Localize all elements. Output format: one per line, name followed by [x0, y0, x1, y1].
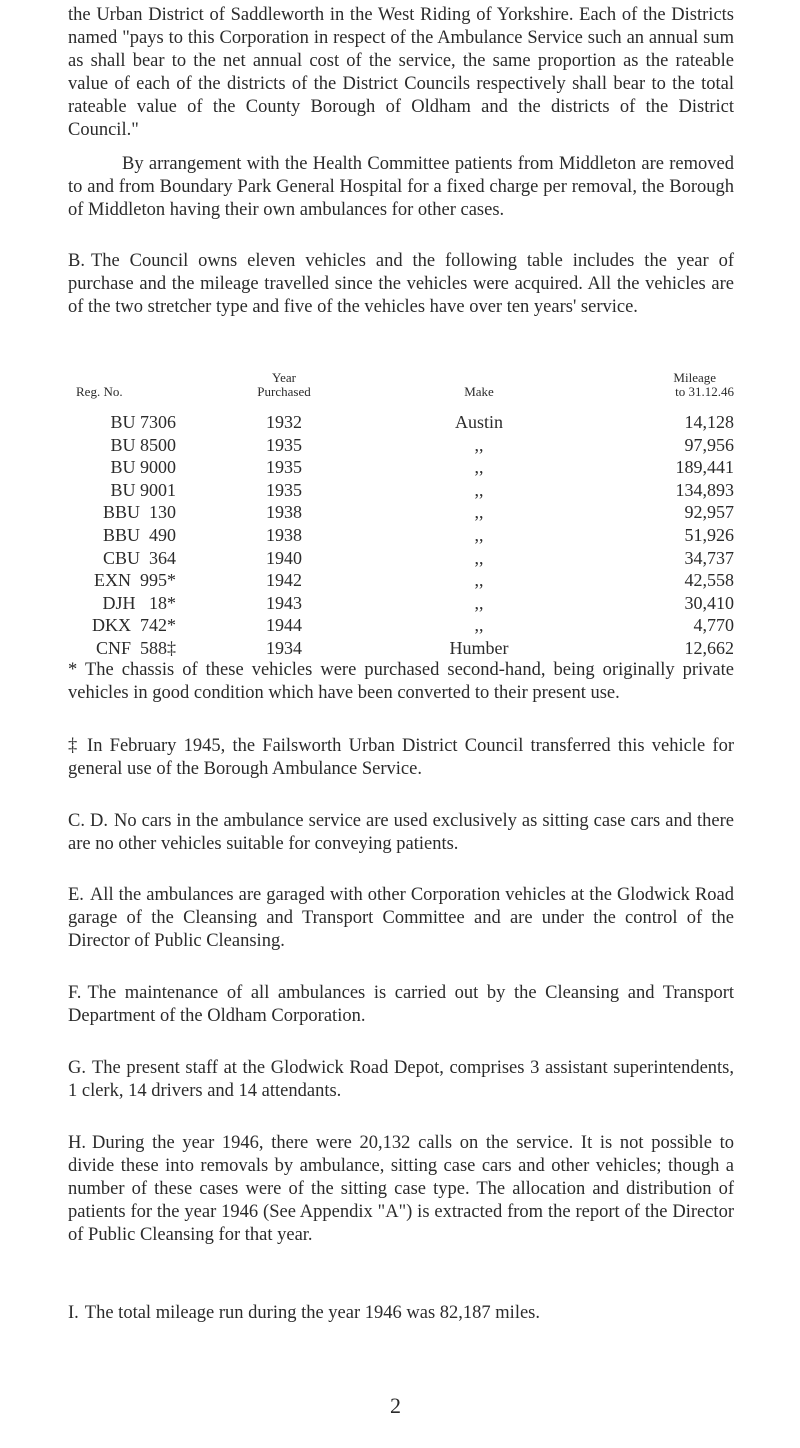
section-g-label: G.: [68, 1058, 86, 1078]
cell-year: 1944: [266, 615, 302, 636]
cell-mileage: 4,770: [693, 615, 734, 636]
cell-make: ,,: [474, 615, 484, 636]
cell-reg: BU 8500: [110, 434, 176, 455]
header-make: Make: [464, 384, 494, 399]
vehicle-table: [64, 367, 744, 660]
cell-year: 1934: [266, 637, 302, 658]
cell-reg: CNF 588‡: [95, 637, 176, 658]
section-cd-text: No cars in the ambulance service are used exclusively as sitting case cars and there are no other vehicles suitable for conveying patients.: [68, 811, 734, 854]
cell-mileage: 42,558: [684, 570, 734, 591]
cell-reg: BBU 490: [102, 524, 176, 545]
arrangement-paragraph: By arrangement with the Health Committee patients from Middleton are removed to and from Boundary Park General Hospital for a fixed charge per removal, the Borough of Middleton having their own ambulances for other cases.: [68, 154, 734, 220]
table-header: [64, 367, 744, 411]
section-e-paragraph: [68, 884, 734, 953]
cell-year: 1942: [266, 570, 302, 591]
cell-make: ,,: [474, 457, 484, 478]
cell-make: ,,: [474, 479, 484, 500]
cell-reg: EXN 995*: [94, 570, 176, 591]
table-row: [64, 569, 744, 592]
section-i-label: I.: [68, 1303, 79, 1323]
cell-year: 1938: [266, 502, 302, 523]
cell-mileage: 14,128: [684, 412, 734, 432]
header-reg: Reg. No.: [76, 384, 123, 399]
table-row: [64, 411, 744, 434]
cell-year: 1935: [266, 434, 302, 455]
table-row: [64, 637, 744, 660]
cell-mileage: 189,441: [675, 457, 734, 478]
table-row: [64, 524, 744, 547]
cell-year: 1938: [266, 524, 302, 545]
section-g-text: The present staff at the Glodwick Road Depot, comprises 3 assistant superintendents, 1 clerk, 14 drivers and 14 attendants.: [68, 1058, 734, 1101]
section-f-paragraph: [68, 982, 734, 1028]
section-cd-paragraph: [68, 810, 734, 856]
cell-year: 1940: [266, 547, 302, 568]
cell-make: Humber: [449, 637, 509, 658]
section-f-label: F.: [68, 983, 82, 1003]
cell-year: 1932: [266, 412, 302, 432]
table-row: [64, 614, 744, 637]
section-cd-label: C. D.: [68, 811, 108, 831]
section-e-text: All the ambulances are garaged with other Corporation vehicles at the Glodwick Road garage of the Cleansing and Transport Committee and are under the control of the Director of Public Cleansing.: [68, 885, 734, 951]
cell-make: ,,: [474, 547, 484, 568]
table-row: [64, 501, 744, 524]
section-i-paragraph: [68, 1302, 734, 1325]
table-row: [64, 456, 744, 479]
section-b-label: B.: [68, 251, 85, 271]
cell-mileage: 134,893: [675, 479, 734, 500]
section-h-text: During the year 1946, there were 20,132 calls on the service. It is not possible to divide these into removals by ambulance, sitting case cars and other vehicles; though a number of these cases were of the sitting case type. The allocation and distribution of patients for the year 1946 (See Appendix "A") is extracted from the report of the Director of Public Cleansing for that year.: [68, 1133, 734, 1245]
table-row: [64, 592, 744, 615]
header-year-line2: Purchased: [257, 384, 311, 399]
cell-make: ,,: [474, 502, 484, 523]
table-row: [64, 547, 744, 570]
table-row: [64, 479, 744, 502]
cell-reg: BU 9000: [110, 457, 176, 478]
cell-make: ,,: [474, 570, 484, 591]
cell-mileage: 97,956: [684, 434, 734, 455]
cell-mileage: 12,662: [684, 637, 734, 658]
section-h-label: H.: [68, 1133, 86, 1153]
section-e-label: E.: [68, 885, 84, 905]
cell-reg: DKX 742*: [92, 615, 176, 636]
cell-make: ,,: [474, 524, 484, 545]
section-i-text: The total mileage run during the year 1946 was 82,187 miles.: [84, 1303, 540, 1323]
page-number: 2: [390, 1393, 401, 1418]
cell-mileage: 92,957: [684, 502, 734, 523]
cell-make: ,,: [474, 592, 484, 613]
section-f-text: The maintenance of all ambulances is carried out by the Cleansing and Transport Department of the Oldham Corporation.: [68, 983, 734, 1026]
cell-make: Austin: [454, 412, 503, 432]
cell-year: 1935: [266, 457, 302, 478]
cell-reg: CBU 364: [102, 547, 176, 568]
footnote-dagger: ‡ In February 1945, the Failsworth Urban District Council transferred this vehicle for general use of the Borough Ambulance Service.: [68, 736, 734, 779]
section-b-text: The Council owns eleven vehicles and the following table includes the year of purchase and the mileage travelled since the vehicles were acquired. All the vehicles are of the two stretcher type and five of the vehicles have over ten years' service.: [68, 251, 734, 317]
cell-mileage: 34,737: [684, 547, 734, 568]
section-h-paragraph: [68, 1132, 734, 1247]
section-b-paragraph: [68, 250, 734, 319]
table-row: [64, 434, 744, 457]
header-year-line1: Year: [272, 370, 296, 385]
section-g-paragraph: [68, 1057, 734, 1103]
cell-reg: DJH 18*: [102, 592, 176, 613]
header-mileage-line1: Mileage: [673, 370, 716, 385]
cell-mileage: 30,410: [684, 592, 734, 613]
cell-make: ,,: [474, 434, 484, 455]
cell-year: 1935: [266, 479, 302, 500]
cell-mileage: 51,926: [684, 524, 734, 545]
footnote-star: * The chassis of these vehicles were purchased second-hand, being originally private vehicles in good condition which have been converted to their present use.: [68, 660, 734, 703]
cell-reg: BU 7306: [110, 412, 176, 432]
header-mileage-line2: to 31.12.46: [675, 384, 734, 399]
cell-reg: BBU 130: [102, 502, 176, 523]
intro-paragraph: the Urban District of Saddleworth in the West Riding of Yorkshire. Each of the Districts named "pays to this Corporation in respect of the Ambulance Service such an annual sum as shall bear to the net annual cost of the service, the same proportion as the rateable value of each of the districts of the District Councils respectively shall bear to the total rateable value of the County Borough of Oldham and the districts of the District Council.": [68, 5, 734, 140]
cell-year: 1943: [266, 592, 302, 613]
cell-reg: BU 9001: [110, 479, 176, 500]
